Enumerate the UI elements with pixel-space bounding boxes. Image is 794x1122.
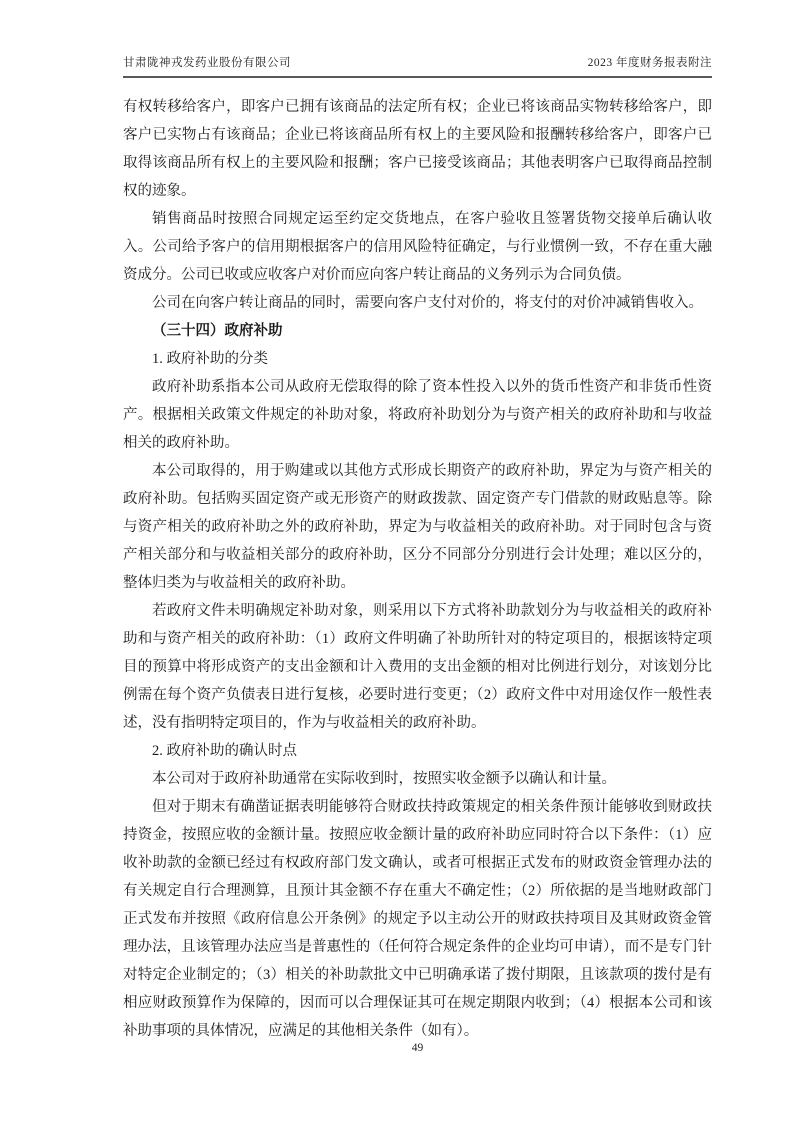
page-header [123, 54, 712, 70]
paragraph: 若政府文件未明确规定补助对象，则采用以下方式将补助款划分为与收益相关的政府补助和与资产相关的政府补助：（1）政府文件明确了补助所针对的特定项目的，根据该特定项目的预算中将形成资产的支出金额和计入费用的支出金额的相对比例进行划分，对该划分比例需在每个资产负债表日进行复核，必要时进行变更；（2）政府文件中对用途仅作一般性表述，没有指明特定项目的，作为与收益相关的政府补助。 [123, 603, 712, 731]
page-number: 49 [411, 1042, 424, 1054]
paragraph: 政府补助系指本公司从政府无偿取得的除了资本性投入以外的货币性资产和非货币性资产。根据相关政策文件规定的补助对象，将政府补助划分为与资产相关的政府补助和与收益相关的政府补助。 [123, 379, 712, 451]
paragraph: 有权转移给客户，即客户已拥有该商品的法定所有权；企业已将该商品实物转移给客户，即客户已实物占有该商品；企业已将该商品所有权上的主要风险和报酬转移给客户，即客户已取得该商品所有权上的主要风险和报酬；客户已接受该商品；其他表明客户已取得商品控制权的迹象。 [123, 99, 712, 199]
paragraph: 本公司对于政府补助通常在实际收到时，按照实收金额予以确认和计量。 [152, 771, 616, 787]
header-company-name: 甘肃陇神戎发药业股份有限公司 [123, 57, 291, 69]
section-heading: （三十四）政府补助 [152, 323, 283, 339]
sub-heading: 2. 政府补助的确认时点 [152, 743, 297, 759]
sub-heading: 1. 政府补助的分类 [152, 351, 268, 367]
paragraph: 公司在向客户转让商品的同时，需要向客户支付对价的，将支付的对价冲减销售收入。 [152, 295, 703, 311]
header-report-title: 2023 年度财务报表附注 [587, 57, 712, 69]
document-body [123, 93, 712, 1045]
paragraph: 但对于期末有确凿证据表明能够符合财政扶持政策规定的相关条件预计能够收到财政扶持资金，按照应收的金额计量。按照应收金额计量的政府补助应同时符合以下条件：（1）应收补助款的金额已经过有权政府部门发文确认，或者可根据正式发布的财政资金管理办法的有关规定自行合理测算，且预计其金额不存在重大不确定性；（2）所依据的是当地财政部门正式发布并按照《政府信息公开条例》的规定予以主动公开的财政扶持项目及其财政资金管理办法，且该管理办法应当是普惠性的（任何符合规定条件的企业均可申请），而不是专门针对特定企业制定的；（3）相关的补助款批文中已明确承诺了拨付期限，且该款项的拨付是有相应财政预算作为保障的，因而可以合理保证其可在规定期限内收到；（4）根据本公司和该补助事项的具体情况，应满足的其他相关条件（如有）。 [123, 799, 712, 1039]
page-footer [123, 1042, 712, 1054]
paragraph: 本公司取得的，用于购建或以其他方式形成长期资产的政府补助，界定为与资产相关的政府补助。包括购买固定资产或无形资产的财政拨款、固定资产专门借款的财政贴息等。除与资产相关的政府补助之外的政府补助，界定为与收益相关的政府补助。对于同时包含与资产相关部分和与收益相关部分的政府补助，区分不同部分分别进行会计处理；难以区分的，整体归类为与收益相关的政府补助。 [123, 463, 712, 591]
paragraph: 销售商品时按照合同规定运至约定交货地点，在客户验收且签署货物交接单后确认收入。公司给予客户的信用期根据客户的信用风险特征确定，与行业惯例一致，不存在重大融资成分。公司已收或应收客户对价而应向客户转让商品的义务列示为合同负债。 [123, 211, 712, 283]
header-divider-rule [123, 76, 712, 78]
